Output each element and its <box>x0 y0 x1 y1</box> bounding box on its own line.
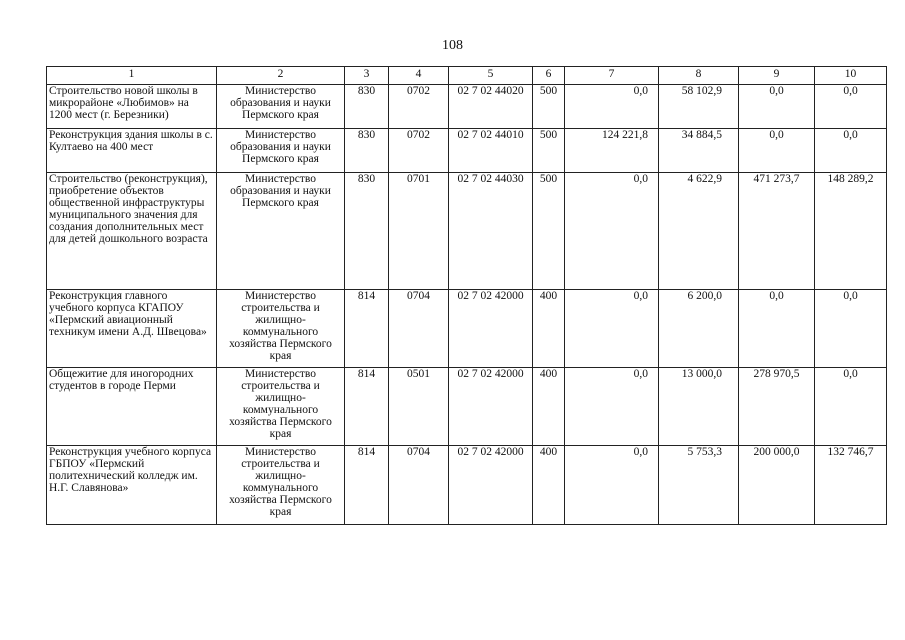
cell-c6: 500 <box>533 173 565 290</box>
ministry-name: Министерство образования и науки Пермского края <box>217 173 345 290</box>
cell-c5: 02 7 02 42000 <box>449 368 533 446</box>
cell-c3: 814 <box>345 446 389 525</box>
project-name: Строительство новой школы в микрорайоне «Любимов» на 1200 мест (г. Березники) <box>47 85 217 129</box>
project-name: Реконструкция здания школы в с. Култаево на 400 мест <box>47 129 217 173</box>
cell-c6: 400 <box>533 290 565 368</box>
cell-c3: 830 <box>345 85 389 129</box>
column-header: 6 <box>533 67 565 85</box>
cell-c8: 5 753,3 <box>659 446 739 525</box>
cell-c10: 148 289,2 <box>815 173 887 290</box>
project-name: Реконструкция учебного корпуса ГБПОУ «Пермский политехнический колледж им. Н.Г. Славянова» <box>47 446 217 525</box>
cell-c8: 58 102,9 <box>659 85 739 129</box>
ministry-name: Министерство строительства и жилищно-коммунального хозяйства Пермского края <box>217 446 345 525</box>
cell-c8: 4 622,9 <box>659 173 739 290</box>
cell-c7: 0,0 <box>565 446 659 525</box>
page-number: 108 <box>442 38 463 53</box>
cell-c6: 500 <box>533 129 565 173</box>
cell-c5: 02 7 02 42000 <box>449 290 533 368</box>
cell-c5: 02 7 02 44020 <box>449 85 533 129</box>
cell-c9: 278 970,5 <box>739 368 815 446</box>
ministry-name: Министерство строительства и жилищно-коммунального хозяйства Пермского края <box>217 290 345 368</box>
cell-c9: 0,0 <box>739 85 815 129</box>
cell-c4: 0701 <box>389 173 449 290</box>
project-name: Реконструкция главного учебного корпуса КГАПОУ «Пермский авиационный техникум имени А.Д. Швецова» <box>47 290 217 368</box>
cell-c10: 0,0 <box>815 85 887 129</box>
column-header: 8 <box>659 67 739 85</box>
cell-c4: 0702 <box>389 85 449 129</box>
cell-c6: 500 <box>533 85 565 129</box>
cell-c8: 13 000,0 <box>659 368 739 446</box>
cell-c4: 0704 <box>389 290 449 368</box>
cell-c10: 132 746,7 <box>815 446 887 525</box>
cell-c3: 830 <box>345 129 389 173</box>
cell-c5: 02 7 02 44010 <box>449 129 533 173</box>
cell-c3: 814 <box>345 368 389 446</box>
cell-c9: 471 273,7 <box>739 173 815 290</box>
cell-c4: 0702 <box>389 129 449 173</box>
column-header: 10 <box>815 67 887 85</box>
cell-c6: 400 <box>533 446 565 525</box>
table-row <box>47 129 887 173</box>
project-name: Строительство (реконструкция), приобретение объектов общественной инфраструктуры муниципального значения для создания дополнительных мест для детей дошкольного возраста <box>47 173 217 290</box>
column-header: 3 <box>345 67 389 85</box>
cell-c3: 814 <box>345 290 389 368</box>
cell-c9: 200 000,0 <box>739 446 815 525</box>
cell-c6: 400 <box>533 368 565 446</box>
cell-c3: 830 <box>345 173 389 290</box>
cell-c8: 6 200,0 <box>659 290 739 368</box>
cell-c7: 0,0 <box>565 85 659 129</box>
column-header: 2 <box>217 67 345 85</box>
column-header: 5 <box>449 67 533 85</box>
table-row <box>47 290 887 368</box>
ministry-name: Министерство образования и науки Пермского края <box>217 85 345 129</box>
column-header: 1 <box>47 67 217 85</box>
cell-c9: 0,0 <box>739 290 815 368</box>
cell-c5: 02 7 02 44030 <box>449 173 533 290</box>
cell-c8: 34 884,5 <box>659 129 739 173</box>
project-name: Общежитие для иногородних студентов в городе Перми <box>47 368 217 446</box>
cell-c7: 0,0 <box>565 173 659 290</box>
cell-c4: 0501 <box>389 368 449 446</box>
budget-table <box>46 66 887 525</box>
ministry-name: Министерство образования и науки Пермского края <box>217 129 345 173</box>
cell-c5: 02 7 02 42000 <box>449 446 533 525</box>
cell-c10: 0,0 <box>815 368 887 446</box>
cell-c10: 0,0 <box>815 290 887 368</box>
cell-c4: 0704 <box>389 446 449 525</box>
table-row <box>47 85 887 129</box>
cell-c7: 0,0 <box>565 368 659 446</box>
header-row <box>47 67 887 85</box>
table-row <box>47 446 887 525</box>
cell-c9: 0,0 <box>739 129 815 173</box>
cell-c10: 0,0 <box>815 129 887 173</box>
column-header: 7 <box>565 67 659 85</box>
ministry-name: Министерство строительства и жилищно-коммунального хозяйства Пермского края <box>217 368 345 446</box>
cell-c7: 0,0 <box>565 290 659 368</box>
column-header: 4 <box>389 67 449 85</box>
table-row <box>47 368 887 446</box>
column-header: 9 <box>739 67 815 85</box>
table-row <box>47 173 887 290</box>
cell-c7: 124 221,8 <box>565 129 659 173</box>
